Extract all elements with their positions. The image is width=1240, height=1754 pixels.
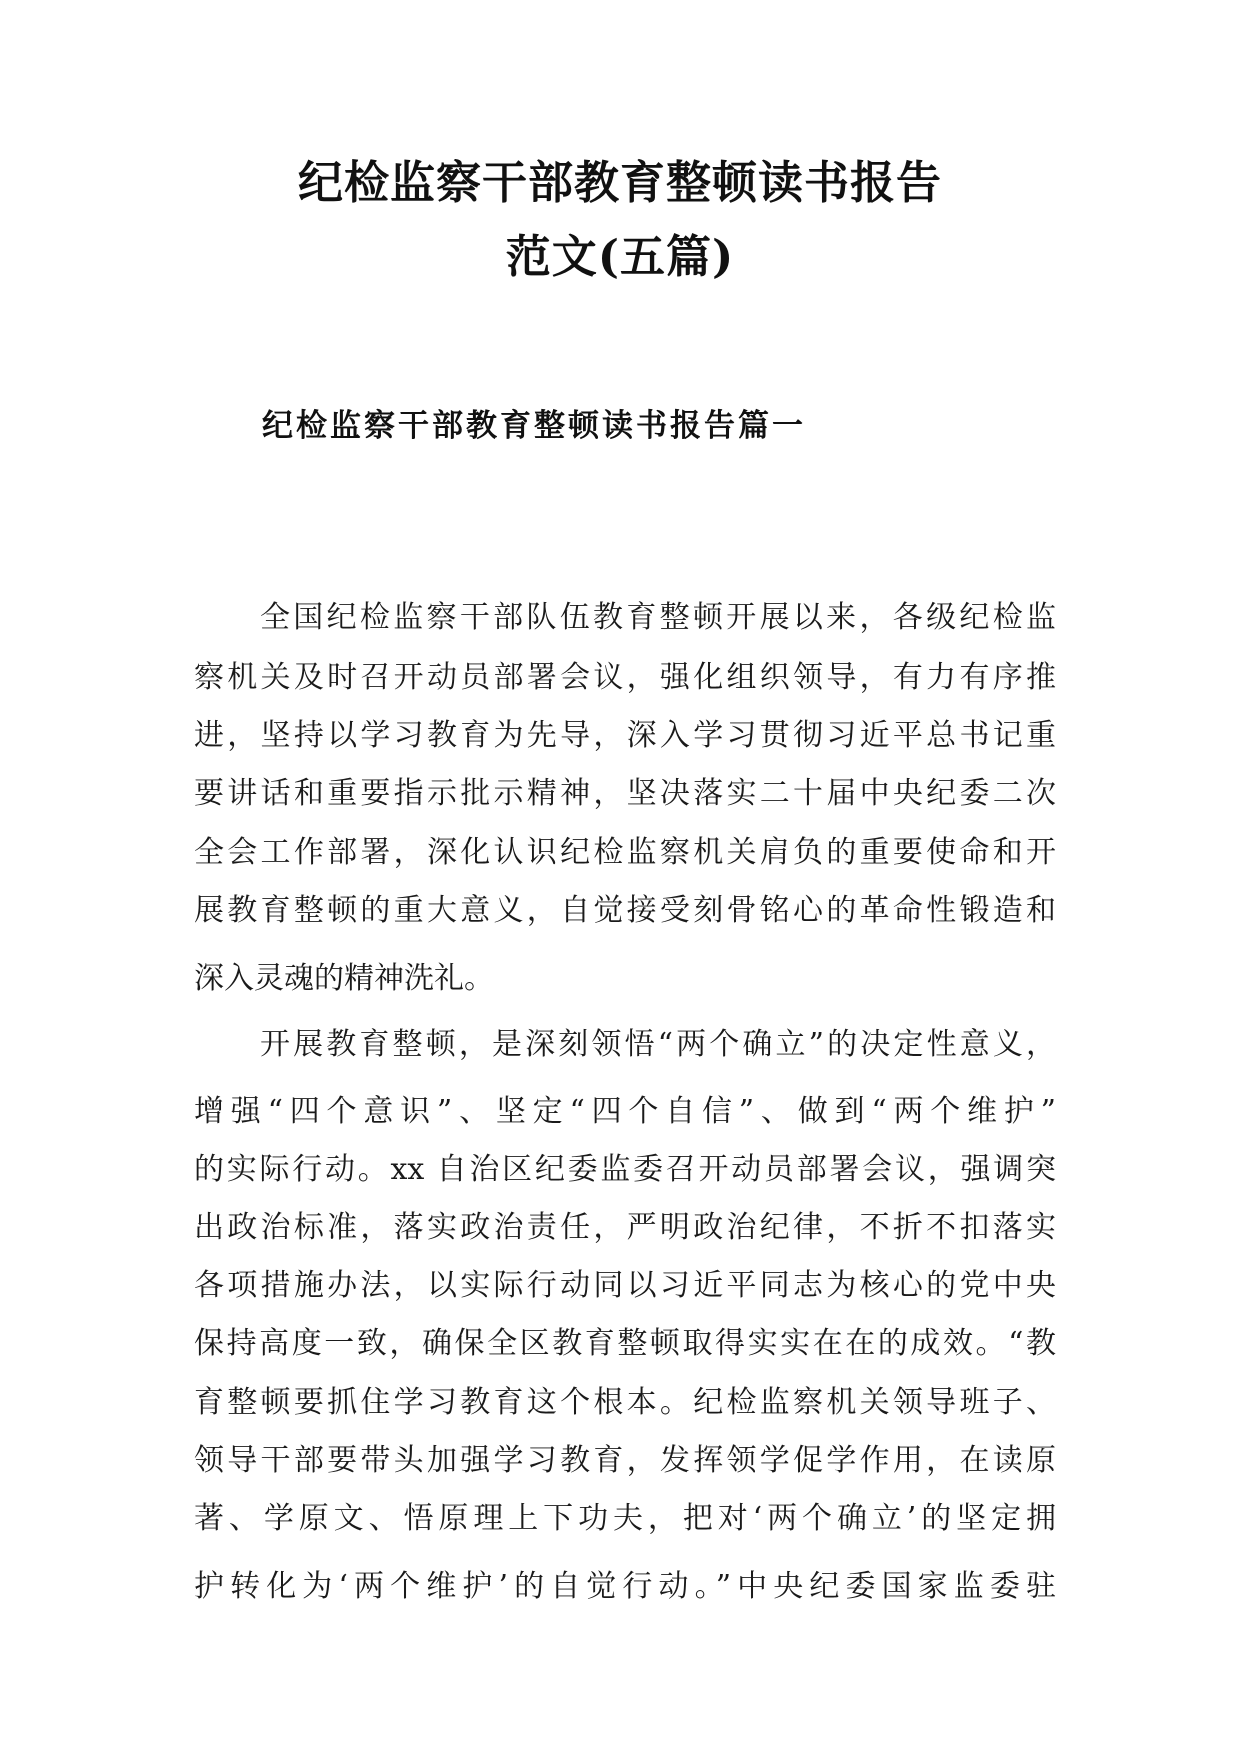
paragraph-line: 育整顿要抓住学习教育这个根本。纪检监察机关领导班子、 xyxy=(194,1385,1056,1420)
paragraph-line: 开展教育整顿，是深刻领悟“两个确立”的决定性意义， xyxy=(260,1027,1056,1062)
paragraph-line: 进，坚持以学习教育为先导，深入学习贯彻习近平总书记重 xyxy=(194,718,1056,753)
paragraph-line: 增强“四个意识”、坚定“四个自信”、做到“两个维护” xyxy=(194,1094,1056,1129)
section-heading: 纪检监察干部教育整顿读书报告篇一 xyxy=(262,408,806,444)
document-title: 纪检监察干部教育整顿读书报告 xyxy=(297,156,942,209)
paragraph-line: 全会工作部署，深化认识纪检监察机关肩负的重要使命和开 xyxy=(194,835,1056,870)
paragraph-line: 展教育整顿的重大意义，自觉接受刻骨铭心的革命性锻造和 xyxy=(194,893,1056,928)
paragraph-line: 全国纪检监察干部队伍教育整顿开展以来，各级纪检监 xyxy=(260,600,1056,635)
paragraph-line: 出政治标准，落实政治责任，严明政治纪律，不折不扣落实 xyxy=(194,1210,1056,1245)
paragraph-line: 察机关及时召开动员部署会议，强化组织领导，有力有序推 xyxy=(194,660,1056,695)
document-subtitle: 范文(五篇) xyxy=(505,230,735,283)
paragraph-line: 深入灵魂的精神洗礼。 xyxy=(194,961,494,996)
paragraph-line: 保持高度一致，确保全区教育整顿取得实实在在的成效。“教 xyxy=(194,1326,1056,1361)
paragraph-line: 各项措施办法，以实际行动同以习近平同志为核心的党中央 xyxy=(194,1268,1056,1303)
paragraph-line: 要讲话和重要指示批示精神，坚决落实二十届中央纪委二次 xyxy=(194,776,1056,811)
paragraph-line: 领导干部要带头加强学习教育，发挥领学促学作用，在读原 xyxy=(194,1443,1056,1478)
paragraph-line: 护转化为‘两个维护’的自觉行动。”中央纪委国家监委驻 xyxy=(194,1569,1056,1604)
paragraph-line: 的实际行动。xx 自治区纪委监委召开动员部署会议，强调突 xyxy=(194,1152,1056,1187)
paragraph-line: 著、学原文、悟原理上下功夫，把对‘两个确立’的坚定拥 xyxy=(194,1501,1056,1536)
